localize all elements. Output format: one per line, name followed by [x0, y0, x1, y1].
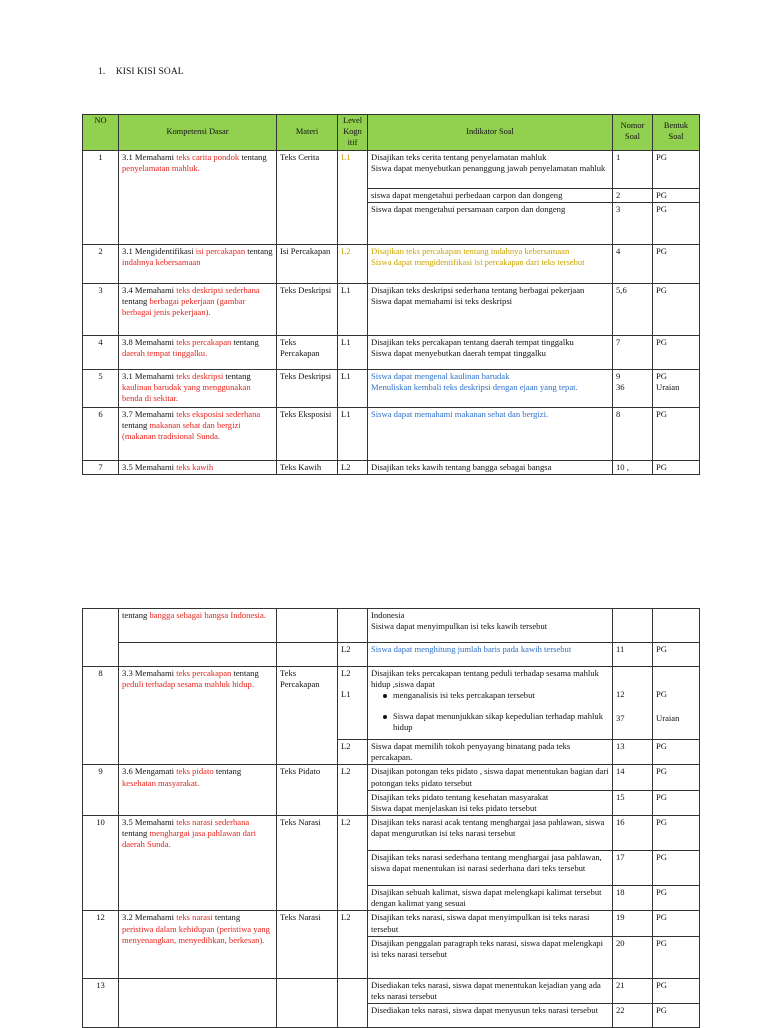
table-row — [83, 150, 700, 188]
level-cell: L2 — [338, 244, 368, 283]
indikator-cell: Disajikan penggalan paragraph teks narasi, siswa dapat melengkapi isi teks narasi tersebut — [368, 936, 613, 978]
header-no: NO — [83, 115, 119, 151]
materi-cell — [277, 609, 338, 643]
level-cell: L1 — [338, 369, 368, 407]
table-row — [83, 460, 700, 474]
nomor-cell: 9 36 — [613, 369, 653, 407]
level-cell: L2 — [338, 765, 368, 816]
list-item: menganalisis isi teks percakapan tersebut — [371, 690, 609, 701]
nomor-cell: 3 — [613, 202, 653, 244]
bentuk-cell: PG — [653, 851, 700, 886]
level-cell: L2 — [338, 911, 368, 978]
kompetensi-cell: 3.2 Memahami teks narasi tentang peristiwa dalam kehidupan (peristiwa yang menyenangkan, menyedihkan, berkesan). — [119, 911, 277, 978]
indikator-cell: Disajikan teks percakapan tentang daerah tempat tinggalku Siswa dapat menyebutkan daerah tempat tinggalku — [368, 335, 613, 369]
bentuk-cell: PG Uraian — [653, 667, 700, 740]
level-cell: L2 — [338, 740, 368, 765]
nomor-cell: 22 — [613, 1004, 653, 1028]
bentuk-cell: PG — [653, 188, 700, 202]
nomor-cell: 4 — [613, 244, 653, 283]
nomor-cell: 21 — [613, 978, 653, 1003]
nomor-cell — [613, 609, 653, 643]
row-number: 10 — [83, 816, 119, 911]
header-materi: Materi — [277, 115, 338, 151]
indikator-cell: Siswa dapat memahami makanan sehat dan bergizi. — [368, 407, 613, 460]
indikator-cell: Disajikan teks narasi acak tentang menghargai jasa pahlawan, siswa dapat mengurutkan isi teks narasi tersebut — [368, 816, 613, 851]
bentuk-cell: PG — [653, 283, 700, 335]
row-number — [83, 609, 119, 667]
indikator-cell: Disediakan teks narasi, siswa dapat menentukan kejadian yang ada teks narasi tersebut — [368, 978, 613, 1003]
materi-cell: Teks Deskripsi — [277, 369, 338, 407]
materi-cell: Teks Percakapan — [277, 667, 338, 765]
indikator-cell: Disajikan teks narasi sederhana tentang menghargai jasa pahlawan, siswa dapat menentukan isi narasi sederhana dari teks tersebut — [368, 851, 613, 886]
row-number: 3 — [83, 283, 119, 335]
nomor-cell: 20 — [613, 936, 653, 978]
section-heading — [98, 67, 184, 77]
kompetensi-cell: 3.5 Memahami teks narasi sederhana tentang menghargai jasa pahlawan dari daerah Sunda. — [119, 816, 277, 911]
table-row — [83, 335, 700, 369]
bentuk-cell: PG — [653, 978, 700, 1003]
indikator-cell: Disediakan teks narasi, siswa dapat menyusun teks narasi tersebut — [368, 1004, 613, 1028]
bentuk-cell: PG — [653, 335, 700, 369]
bentuk-cell: PG — [653, 911, 700, 936]
level-cell — [338, 609, 368, 643]
row-number: 2 — [83, 244, 119, 283]
level-cell — [338, 978, 368, 1027]
bentuk-cell: PG — [653, 816, 700, 851]
kompetensi-cell: 3.7 Memahami teks eksposisi sederhana tentang makanan sehat dan bergizi (makanan tradisional Sunda. — [119, 407, 277, 460]
bentuk-cell: PG Uraian — [653, 369, 700, 407]
indikator-cell: siswa dapat mengetahui perbedaan carpon dan dongeng — [368, 188, 613, 202]
materi-cell: Teks Deskripsi — [277, 283, 338, 335]
table-row — [83, 765, 700, 790]
row-number: 13 — [83, 978, 119, 1027]
nomor-cell: 16 — [613, 816, 653, 851]
header-indikator: Indikator Soal — [368, 115, 613, 151]
header-kd: Kompetensi Dasar — [119, 115, 277, 151]
kompetensi-cell: 3.3 Memahami teks percakapan tentang peduli terhadap sesama mahluk hidup. — [119, 667, 277, 765]
kompetensi-cell: 3.6 Mengamati teks pidato tentang kesehatan masyarakat. — [119, 765, 277, 816]
nomor-cell: 15 — [613, 790, 653, 815]
bentuk-cell: PG — [653, 202, 700, 244]
level-cell: L1 — [338, 335, 368, 369]
nomor-cell: 14 — [613, 765, 653, 790]
section-title: KISI KISI SOAL — [115, 67, 184, 77]
indikator-cell: Siswa dapat mengetahui persamaan carpon dan dongeng — [368, 202, 613, 244]
level-cell: L2 — [338, 643, 368, 667]
bentuk-cell: PG — [653, 407, 700, 460]
level-cell: L2 L1 — [338, 667, 368, 740]
row-number: 6 — [83, 407, 119, 460]
table-row — [83, 407, 700, 460]
table-row — [83, 911, 700, 936]
level-cell: L1 — [338, 407, 368, 460]
materi-cell: Teks Pidato — [277, 765, 338, 816]
bentuk-cell: PG — [653, 244, 700, 283]
row-number: 1 — [83, 150, 119, 244]
kisi-table-page-1 — [82, 114, 700, 475]
nomor-cell: 18 — [613, 886, 653, 911]
table-row — [83, 816, 700, 851]
indikator-cell: Disajikan teks cerita tentang penyelamatan mahluk Siswa dapat menyebutkan penanggung jawab penyelamatan mahluk — [368, 150, 613, 188]
header-row — [83, 115, 700, 151]
bentuk-cell — [653, 609, 700, 643]
level-cell: L2 — [338, 816, 368, 911]
row-number: 9 — [83, 765, 119, 816]
table-row — [83, 667, 700, 740]
bentuk-cell: PG — [653, 765, 700, 790]
kompetensi-cell — [119, 978, 277, 1027]
bentuk-cell: PG — [653, 1004, 700, 1028]
materi-cell: Teks Cerita — [277, 150, 338, 244]
bentuk-cell: PG — [653, 460, 700, 474]
level-cell: L2 — [338, 460, 368, 474]
header-level: Level Kogn itif — [338, 115, 368, 151]
row-number: 7 — [83, 460, 119, 474]
bentuk-cell: PG — [653, 790, 700, 815]
indikator-cell: Disajikan teks percakapan tentang indahnya kebersamaan Siswa dapat mengidentifikasi isi percakapan dari teks tersebut — [368, 244, 613, 283]
indikator-cell: Disajikan teks pidato tentang kesehatan masyarakat Siswa dapat menjelaskan isi teks pidato tersebut — [368, 790, 613, 815]
list-item: Siswa dapat menunjukkan sikap kepedulian terhadap mahluk hidup — [371, 711, 609, 733]
nomor-cell: 13 — [613, 740, 653, 765]
table-row — [83, 369, 700, 407]
indikator-cell: Disajikan teks percakapan tentang peduli terhadap sesama mahluk hidup ,siswa dapat menganalisis isi teks percakapan tersebut Siswa dapat menunjukkan sikap kepedulian terhadap mahluk hidup — [368, 667, 613, 740]
bentuk-cell: PG — [653, 886, 700, 911]
kompetensi-cell: 3.8 Memahami teks percakapan tentang daerah tempat tinggalku. — [119, 335, 277, 369]
kompetensi-cell: 3.1 Memahami teks deskripsi tentang kaulinan barudak yang menggunakan benda di sekitar. — [119, 369, 277, 407]
nomor-cell: 11 — [613, 643, 653, 667]
kompetensi-cell: 3.5 Memahami teks kawih — [119, 460, 277, 474]
header-nomor: Nomor Soal — [613, 115, 653, 151]
materi-cell: Teks Eksposisi — [277, 407, 338, 460]
materi-cell — [277, 643, 338, 667]
bentuk-cell: PG — [653, 643, 700, 667]
kompetensi-cell — [119, 643, 277, 667]
kompetensi-cell: 3.1 Mengidentifikasi isi percakapan tentang indahnya kebersamaan — [119, 244, 277, 283]
indikator-cell: Disajikan teks deskripsi sederhana tentang berbagai pekerjaan Siswa dapat memahami isi teks deskripsi — [368, 283, 613, 335]
kompetensi-cell: 3.4 Memahami teks deskripsi sederhana tentang berbagai pekerjaan (gambar berbagai jenis pekerjaan). — [119, 283, 277, 335]
kompetensi-cell: tentang bangga sebagai bangsa Indonesia. — [119, 609, 277, 643]
kisi-table-page-2 — [82, 608, 700, 1028]
bentuk-cell: PG — [653, 936, 700, 978]
materi-cell: Teks Narasi — [277, 911, 338, 978]
materi-cell: Teks Narasi — [277, 816, 338, 911]
row-number: 8 — [83, 667, 119, 765]
indikator-cell: Disajikan teks narasi, siswa dapat menyimpulkan isi teks narasi tersebut — [368, 911, 613, 936]
materi-cell: Teks Kawih — [277, 460, 338, 474]
indikator-cell: Disajikan potongan teks pidato , siswa dapat menentukan bagian dari potongan teks pidato tersebut — [368, 765, 613, 790]
row-number: 5 — [83, 369, 119, 407]
bentuk-cell: PG — [653, 740, 700, 765]
header-bentuk: Bentuk Soal — [653, 115, 700, 151]
nomor-cell: 8 — [613, 407, 653, 460]
row-number: 12 — [83, 911, 119, 978]
section-number: 1. — [98, 67, 106, 77]
kompetensi-cell: 3.1 Memahami teks carita pondok tentang penyelamatan mahluk. — [119, 150, 277, 244]
table-row — [83, 643, 700, 667]
indikator-cell: Siswa dapat memilih tokoh penyayang binatang pada teks percakapan. — [368, 740, 613, 765]
nomor-cell: 7 — [613, 335, 653, 369]
level-cell: L1 — [338, 150, 368, 244]
table-row — [83, 283, 700, 335]
materi-cell: Isi Percakapan — [277, 244, 338, 283]
indikator-cell: Disajikan sebuah kalimat, siswa dapat melengkapi kalimat tersebut dengan kalimat yang sesuai — [368, 886, 613, 911]
indikator-cell: Disajikan teks kawih tentang bangga sebagai bangsa — [368, 460, 613, 474]
level-cell: L1 — [338, 283, 368, 335]
bentuk-cell: PG — [653, 150, 700, 188]
indikator-cell: Siswa dapat menghitung jumlah baris pada kawih tersebut — [368, 643, 613, 667]
row-number: 4 — [83, 335, 119, 369]
nomor-cell: 17 — [613, 851, 653, 886]
table-row — [83, 609, 700, 643]
indikator-cell: Siswa dapat mengenal kaulinan barudak Menuliskan kembali teks deskripsi dengan ejaan yang tepat. — [368, 369, 613, 407]
indikator-cell: Indonesia Sisiwa dapat menyimpulkan isi teks kawih tersebut — [368, 609, 613, 643]
nomor-cell: 12 37 — [613, 667, 653, 740]
nomor-cell: 1 — [613, 150, 653, 188]
materi-cell: Teks Percakapan — [277, 335, 338, 369]
materi-cell — [277, 978, 338, 1027]
nomor-cell: 2 — [613, 188, 653, 202]
nomor-cell: 5,6 — [613, 283, 653, 335]
nomor-cell: 19 — [613, 911, 653, 936]
table-row — [83, 244, 700, 283]
nomor-cell: 10 , — [613, 460, 653, 474]
table-row — [83, 978, 700, 1003]
